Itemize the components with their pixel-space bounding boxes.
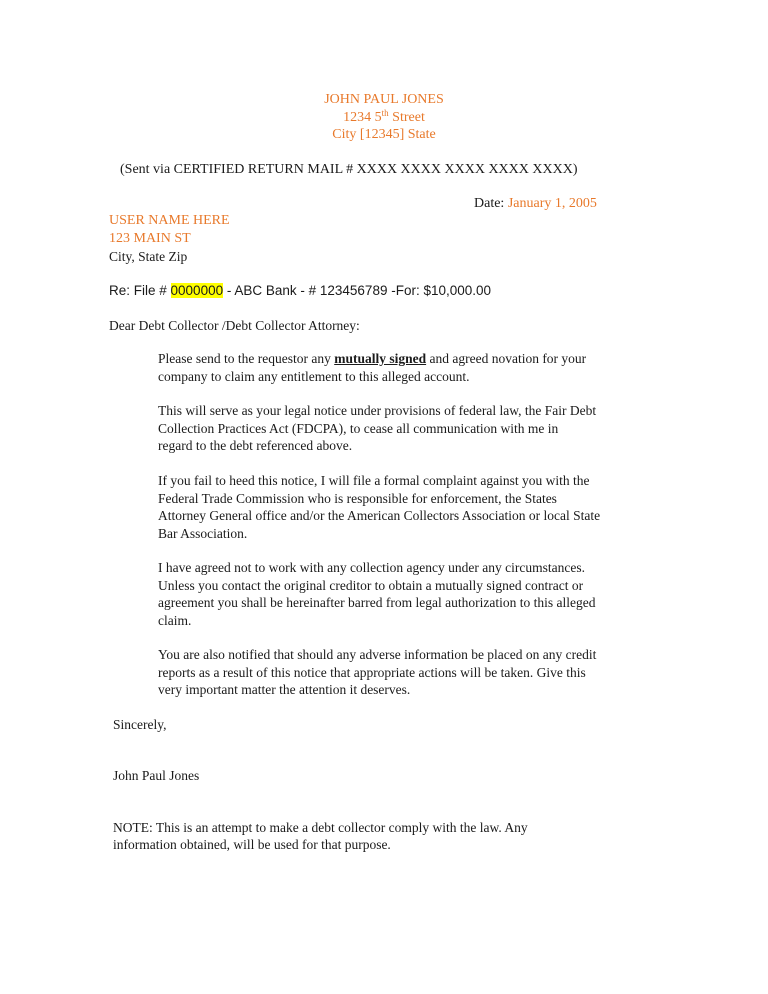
paragraph-2: This will serve as your legal notice under provisions of federal law, the Fair Debt Collection Practices Act (FDCPA), to cease all communication with me in regard to the debt referenced above.: [158, 403, 597, 453]
date-value: January 1, 2005: [507, 196, 597, 211]
signature-name: John Paul Jones: [113, 768, 200, 783]
mutually-signed-emphasis: mutually signed: [334, 351, 427, 366]
paragraph-1: Please send to the requestor any mutually signed and agreed novation for your company to claim any entitlement to this alleged account.: [158, 351, 587, 384]
closing: Sincerely,: [113, 717, 167, 732]
sender-name: JOHN PAUL JONES: [324, 92, 444, 107]
sender-street: 1234 5th Street: [343, 108, 425, 125]
note-line-1: NOTE: This is an attempt to make a debt collector comply with the law. Any: [113, 820, 528, 835]
file-number-highlight: 0000000: [170, 283, 224, 298]
date-line: [474, 195, 597, 212]
date-label: Date:: [474, 196, 508, 211]
paragraph-3: If you fail to heed this notice, I will file a formal complaint against you with the Federal Trade Commission who is responsible for enforcement, the States Attorney General office and/or the American Collectors Association or local State Bar Association.: [158, 473, 601, 541]
recipient-street: 123 MAIN ST: [109, 231, 191, 246]
recipient-city: City, State Zip: [109, 249, 188, 264]
sent-via-line: (Sent via CERTIFIED RETURN MAIL # XXXX XXXX XXXX XXXX XXXX): [120, 162, 578, 177]
recipient-name: USER NAME HERE: [109, 213, 230, 228]
salutation: Dear Debt Collector /Debt Collector Attorney:: [109, 318, 360, 333]
note-line-2: information obtained, will be used for that purpose.: [113, 837, 391, 852]
re-line: Re: File # 0000000 - ABC Bank - # 123456789 -For: $10,000.00: [109, 283, 492, 298]
sender-city: City [12345] State: [332, 127, 436, 142]
paragraph-4: I have agreed not to work with any collection agency under any circumstances. Unless you contact the original creditor to obtain a mutually signed contract or agreement you shall be hereinafter barred from legal authorization to this alleged claim.: [158, 560, 596, 628]
paragraph-5: You are also notified that should any adverse information be placed on any credit reports as a result of this notice that appropriate actions will be taken. Give this very important matter the attention it deserves.: [158, 647, 597, 697]
